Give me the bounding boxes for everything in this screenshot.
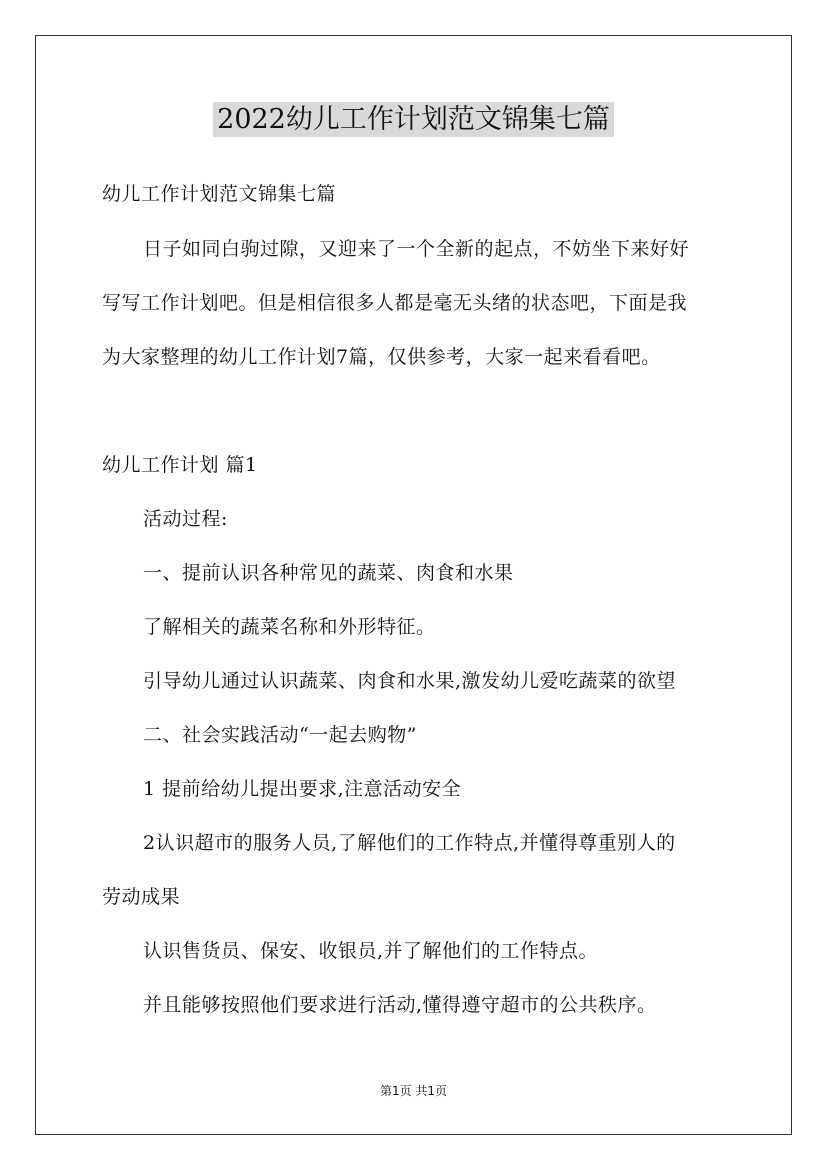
body-line-2: 一、提前认识各种常见的蔬菜、肉食和水果 bbox=[143, 562, 514, 584]
body-line-8: 劳动成果 bbox=[102, 886, 181, 908]
document-subtitle: 幼儿工作计划范文锦集七篇 bbox=[102, 183, 337, 205]
body-line-3: 了解相关的蔬菜名称和外形特征。 bbox=[143, 616, 436, 638]
page-footer: 第1页 共1页 bbox=[379, 1084, 448, 1098]
body-line-5: 二、社会实践活动“一起去购物” bbox=[143, 724, 417, 746]
intro-line-2: 写写工作计划吧。但是相信很多人都是毫无头绪的状态吧，下面是我 bbox=[102, 292, 688, 314]
intro-line-3: 为大家整理的幼儿工作计划7篇，仅供参考，大家一起来看看吧。 bbox=[102, 346, 661, 368]
body-line-6: 1 提前给幼儿提出要求,注意活动安全 bbox=[143, 778, 462, 800]
document-title bbox=[0, 100, 827, 140]
document-title-text: 2022幼儿工作计划范文锦集七篇 bbox=[213, 102, 614, 137]
body-line-1: 活动过程: bbox=[143, 508, 228, 530]
body-line-10: 并且能够按照他们要求进行活动,懂得遵守超市的公共秩序。 bbox=[143, 994, 657, 1016]
section-heading: 幼儿工作计划 篇1 bbox=[102, 454, 258, 476]
body-line-9: 认识售货员、保安、收银员,并了解他们的工作特点。 bbox=[143, 940, 599, 962]
body-line-7: 2认识超市的服务人员,了解他们的工作特点,并懂得尊重别人的 bbox=[143, 832, 676, 854]
body-line-4: 引导幼儿通过认识蔬菜、肉食和水果,激发幼儿爱吃蔬菜的欲望 bbox=[143, 670, 677, 692]
intro-line-1: 日子如同白驹过隙，又迎来了一个全新的起点，不妨坐下来好好 bbox=[143, 238, 690, 260]
